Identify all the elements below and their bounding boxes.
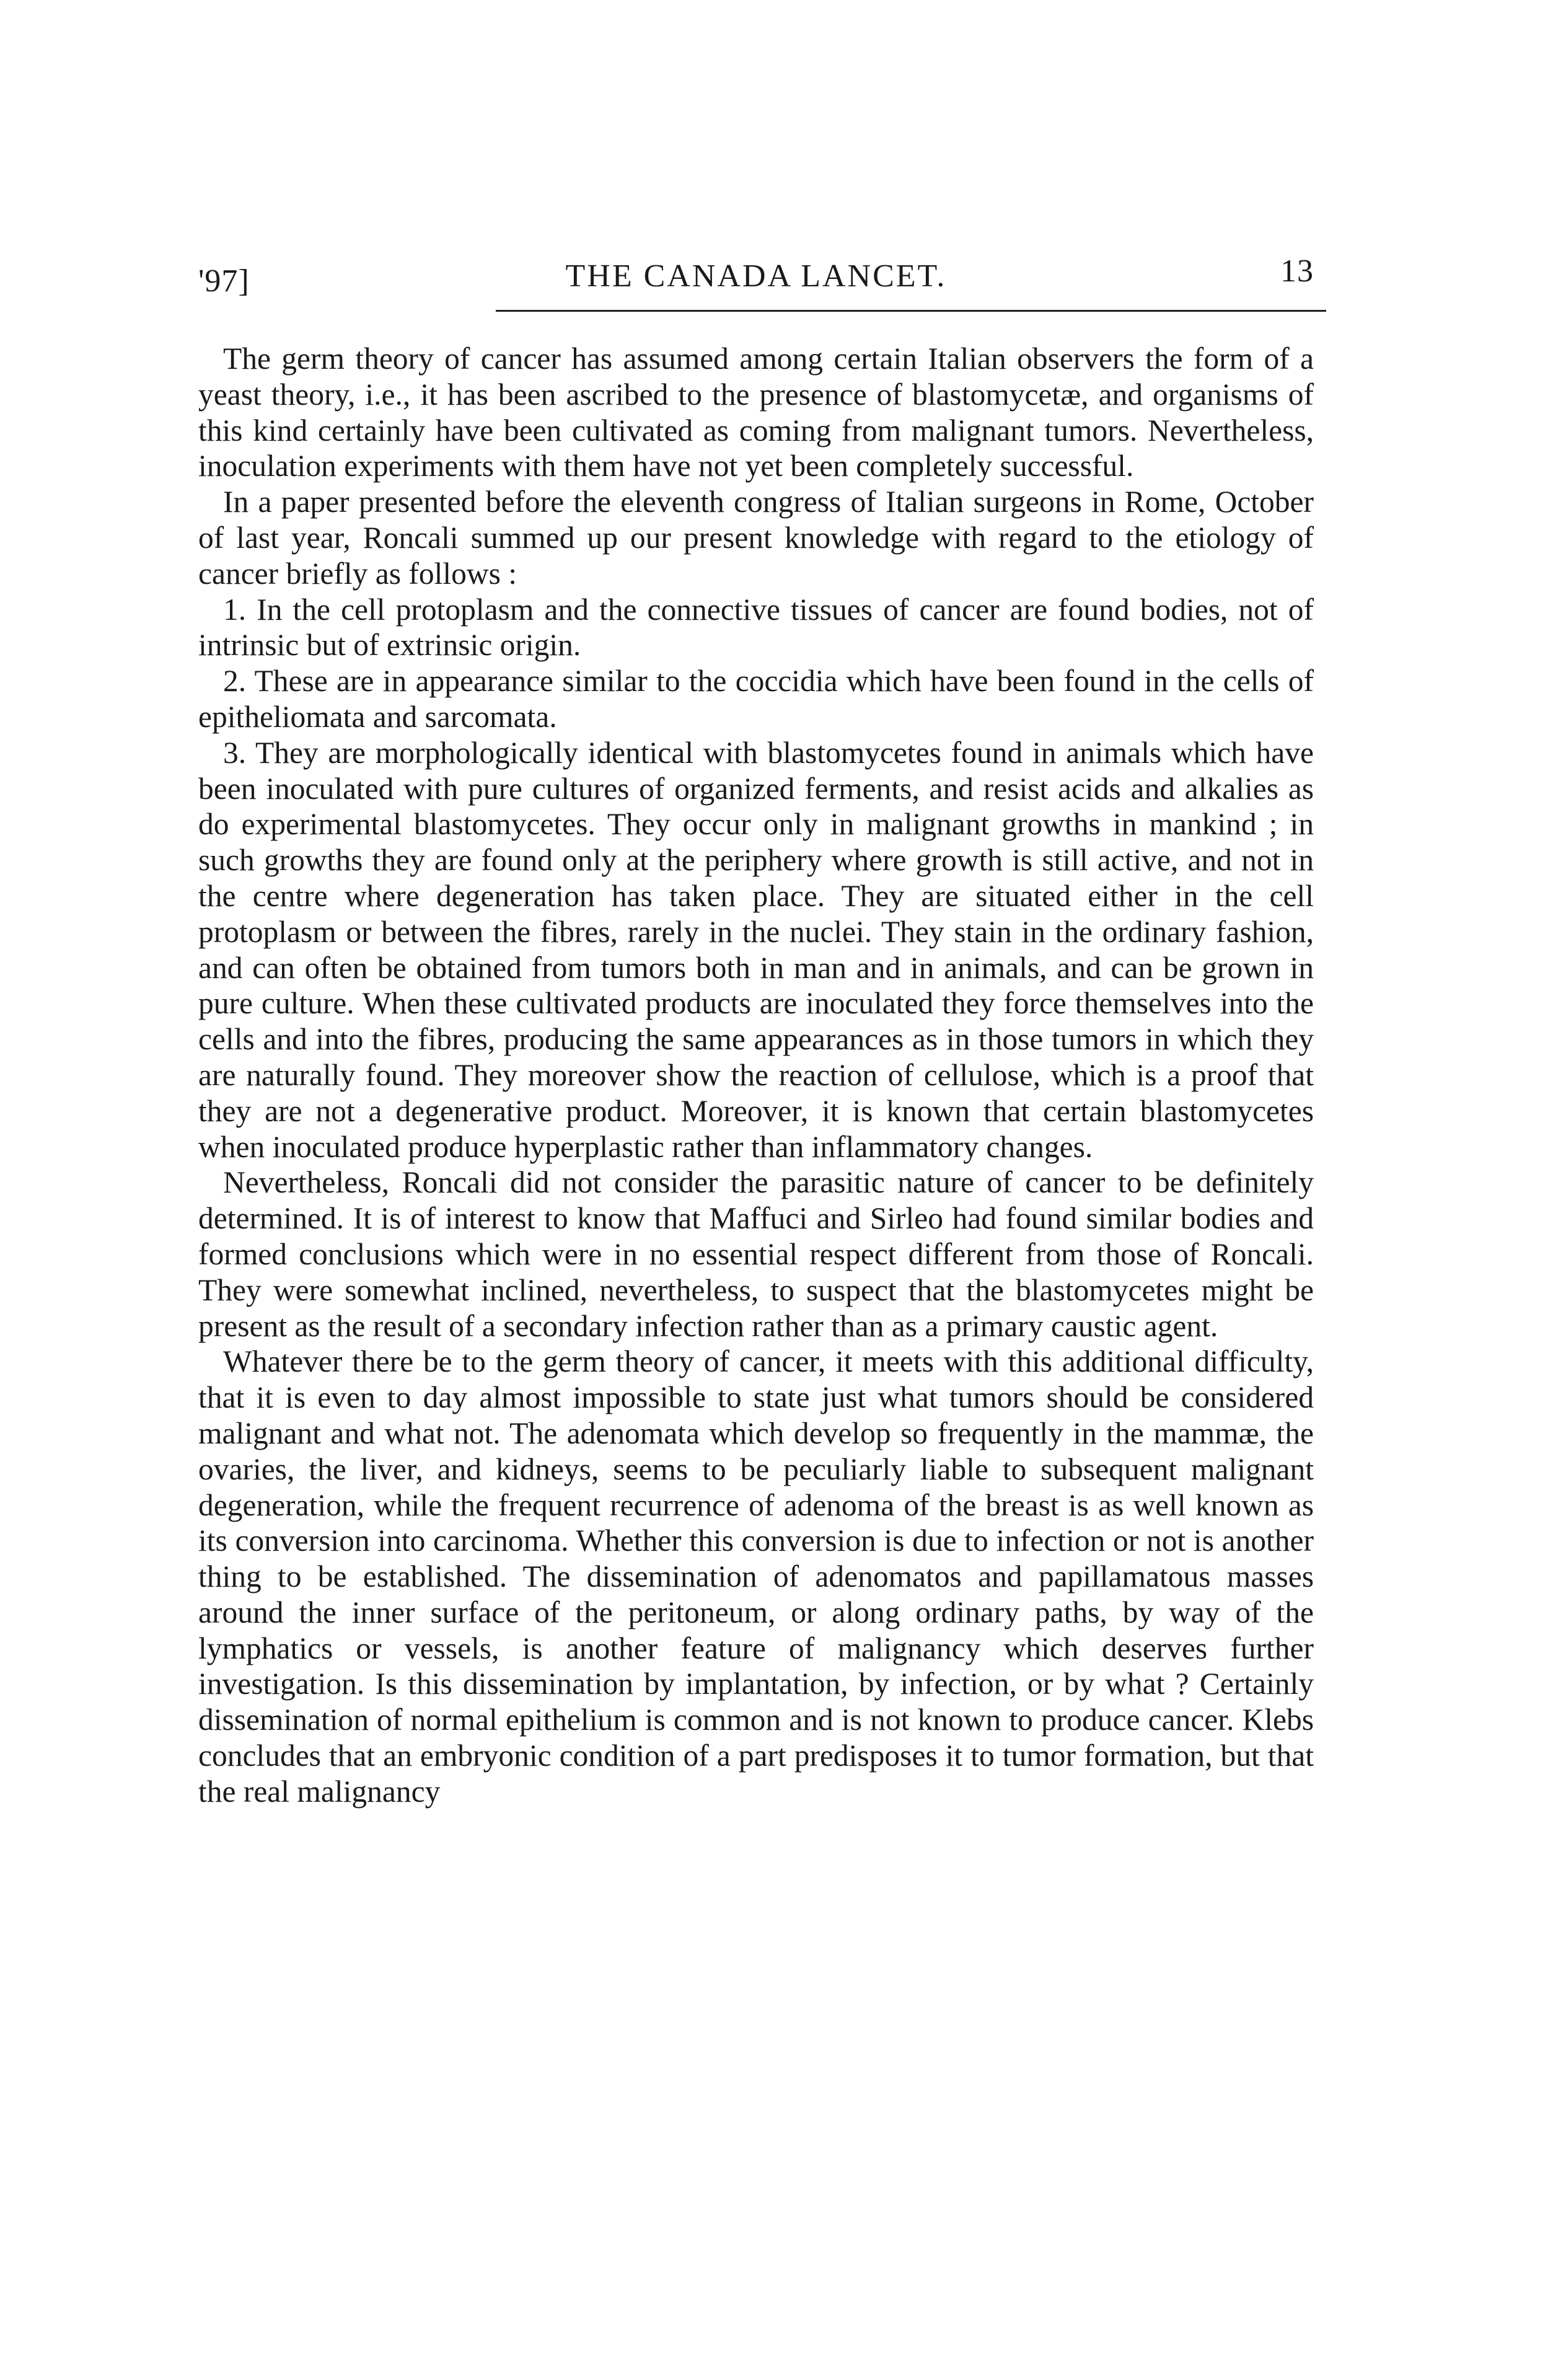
article-body [198, 341, 1314, 1810]
header-rule [496, 310, 1326, 312]
running-head [198, 248, 1314, 304]
paragraph: The germ theory of cancer has assumed among certain Italian observers the form of a yeast theory, i.e., it has been ascribed to the presence of blastomycetæ, and organisms of this kind certainly have been cultivated as coming from malignant tumors. Nevertheless, inoculation experiments with them have not yet been completely successful. [198, 342, 1314, 483]
paragraph: Whatever there be to the germ theory of cancer, it meets with this additional difficulty, that it is even to day almost impossible to state just what tumors should be considered malignant and what not. The adenomata which develop so frequently in the mammæ, the ovaries, the liver, and kidneys, seems to be peculiarly liable to subsequent malignant degeneration, while the frequent recurrence of adenoma of the breast is as well known as its conversion into carcinoma. Whether this conversion is due to infection or not is another thing to be established. The dissemination of adenomatos and papillamatous masses around the inner surface of the peritoneum, or along ordinary paths, by way of the lymphatics or vessels, is another feature of malignancy which deserves further investigation. Is this dissemination by implantation, by infection, or by what ? Certainly dissemination of normal epithelium is common and is not known to produce cancer. Klebs concludes that an embryonic condition of a part predisposes it to tumor formation, but that the real malignancy [198, 1344, 1314, 1809]
paragraph: 3. They are morphologically identical with blastomycetes found in animals which have been inoculated with pure cultures of organized ferments, and resist acids and alkalies as do experimental blastomycetes. They occur only in malignant growths in mankind ; in such growths they are found only at the periphery where growth is still active, and not in the centre where degeneration has taken place. They are situated either in the cell protoplasm or between the fibres, rarely in the nuclei. They stain in the ordinary fashion, and can often be obtained from tumors both in man and in animals, and can be grown in pure culture. When these cultivated products are inoculated they force themselves into the cells and into the fibres, producing the same appearances as in those tumors in which they are naturally found. They moreover show the reaction of cellulose, which is a proof that they are not a degenerative product. Moreover, it is known that certain blastomycetes when inoculated produce hyperplastic rather than inflammatory changes. [198, 735, 1314, 1164]
paragraph: 1. In the cell protoplasm and the connective tissues of cancer are found bodies, not of intrinsic but of extrinsic origin. [198, 592, 1314, 663]
paragraph: In a paper presented before the eleventh congress of Italian surgeons in Rome, October of last year, Roncali summed up our present knowledge with regard to the etiology of cancer briefly as follows : [198, 485, 1314, 591]
volume-marker: '97] [198, 263, 250, 299]
paragraph: 2. These are in appearance similar to the coccidia which have been found in the cells of epitheliomata and sarcomata. [198, 664, 1314, 734]
paragraph: Nevertheless, Roncali did not consider the parasitic nature of cancer to be definitely determined. It is of interest to know that Maffuci and Sirleo had found similar bodies and formed conclusions which were in no essential respect different from those of Roncali. They were somewhat inclined, nevertheless, to suspect that the blastomycetes might be present as the result of a secondary infection rather than as a primary caustic agent. [198, 1165, 1314, 1343]
journal-title: THE CANADA LANCET. [565, 258, 947, 294]
page-number: 13 [1280, 253, 1314, 289]
